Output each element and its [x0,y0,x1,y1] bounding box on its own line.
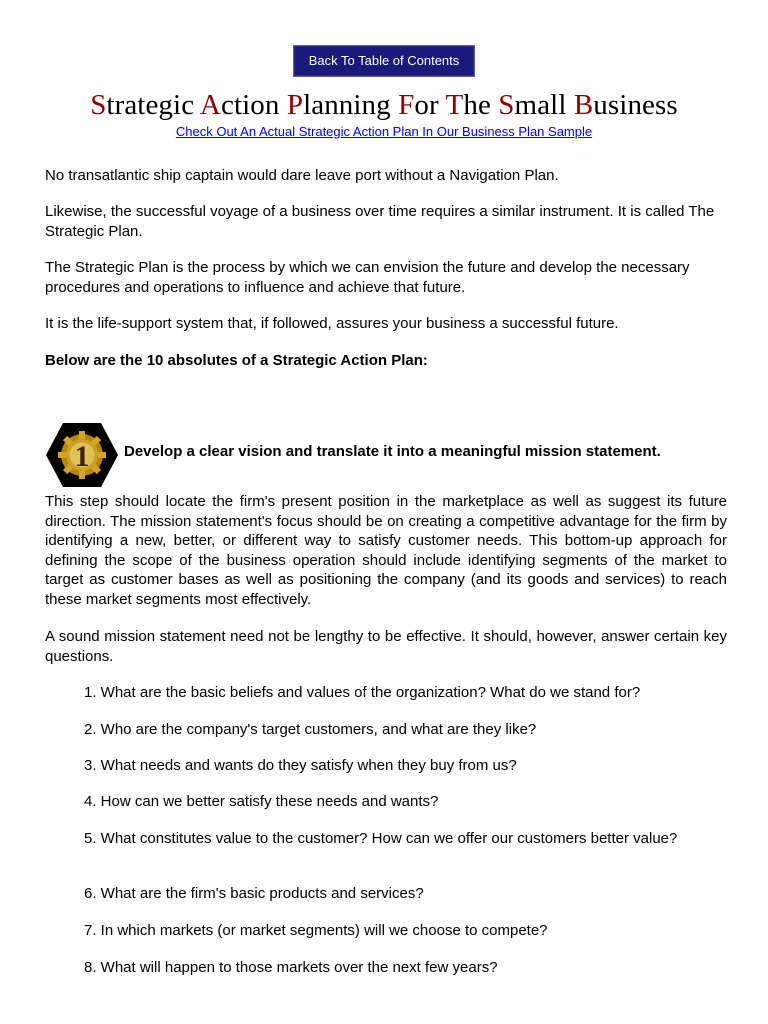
step-paragraph: A sound mission statement need not be lengthy to be effective. It should, however, answer certain key questions. [45,628,727,665]
intro-section [45,314,727,334]
title-word: The [445,89,491,121]
intro-section [45,258,727,297]
business-plan-sample-link[interactable]: Check Out An Actual Strategic Action Plan In Our Business Plan Sample [175,124,593,139]
step-1-body [45,492,727,609]
question-item: 7. In which markets (or market segments) will we choose to compete? [84,922,548,939]
step-number-badge-icon [45,422,119,488]
step-1-header [45,422,727,488]
question-item: 6. What are the firm's basic products and services? [84,885,424,902]
question-item: 3. What needs and wants do they satisfy when they buy from us? [84,757,517,774]
intro-paragraph: No transatlantic ship captain would dare leave port without a Navigation Plan. [45,167,559,184]
question-item: 8. What will happen to those markets over the next few years? [84,959,498,976]
question-item: 1. What are the basic beliefs and values of the organization? What do we stand for? [84,684,641,701]
title-word: Action [199,89,280,121]
top-bar [0,0,768,77]
absolutes-heading-wrap [45,351,727,371]
title-word: For [398,89,439,121]
step-1-title: Develop a clear vision and translate it into a meaningful mission statement. [124,443,661,460]
question-item: 4. How can we better satisfy these needs and wants? [84,793,439,810]
absolutes-heading: Below are the 10 absolutes of a Strategic Action Plan: [45,352,428,369]
title-word: Planning [286,89,391,121]
intro-paragraph: It is the life-support system that, if followed, assures your business a successful future. [45,315,619,332]
step-1-body [45,627,727,666]
intro-section [45,202,727,241]
intro-section [45,166,727,186]
step-number: 1 [74,440,90,473]
back-to-table-of-contents-button[interactable]: Back To Table of Contents [293,45,475,77]
title-word: Strategic [90,89,195,121]
step-paragraph: This step should locate the firm's present position in the marketplace as well as suggest its future direction. The mission statement's focus should be on creating a competitive advantage for the firm by identifying a new, better, or different way to satisfy customer needs. This bottom-up approach for defining the scope of the business operation should include identifying segments of the market to target as customer bases as well as positioning the company (and its goods and services) to reach these market segments most effectively. [45,493,727,608]
intro-paragraph: The Strategic Plan is the process by which we can envision the future and develop the necessary procedures and operations to influence and achieve that future. [45,259,690,296]
title-word: Business [573,89,678,121]
page-title [0,89,768,122]
intro-paragraph: Likewise, the successful voyage of a business over time requires a similar instrument. It is called The Strategic Plan. [45,203,715,240]
title-word: Small [498,89,567,121]
question-item: 5. What constitutes value to the customer? How can we offer our customers better value? [84,830,678,847]
question-item: 2. Who are the company's target customers, and what are they like? [84,721,537,738]
